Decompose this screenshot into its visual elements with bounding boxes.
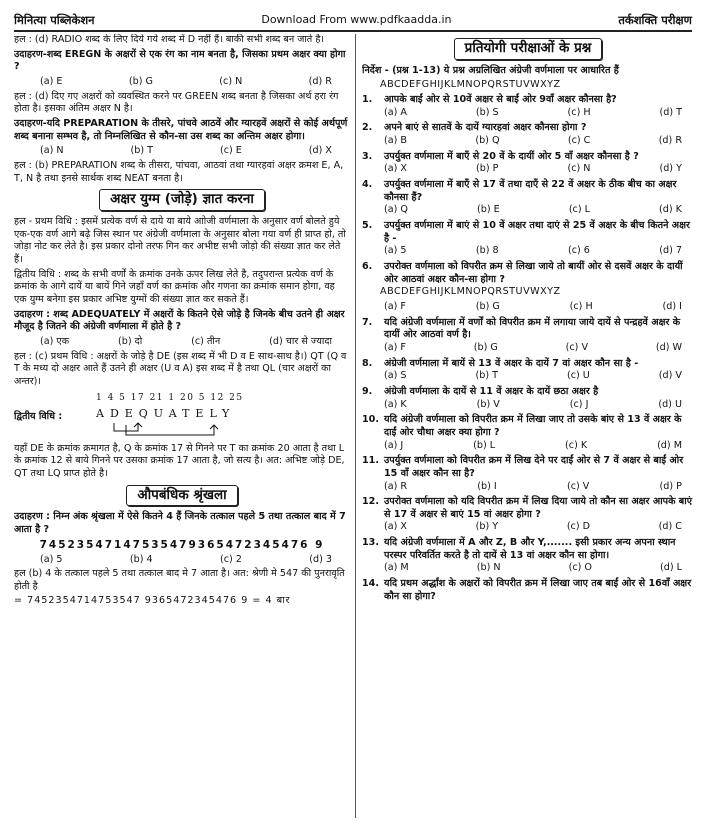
solution-text: हल : (b) PREPARATION शब्द के तीसरा, पांचवा, आठवां तथा ग्यारहवां अक्षर क्रमश E, A, T, N है तथा इनसे सार्थक शब्द NEAT बनता है। xyxy=(14,159,344,184)
option: (b) G xyxy=(128,75,153,87)
diagram-label: द्वितीय विधि : xyxy=(14,410,63,422)
diagram-numbers: 1 4 5 17 21 1 20 5 12 25 xyxy=(96,392,244,403)
option-row xyxy=(14,336,350,349)
option: (c) H xyxy=(569,300,593,312)
section-heading: प्रतियोगी परीक्षाओं के प्रश्न xyxy=(362,38,694,60)
question-text: अंग्रेजी वर्णमाला के दायें से 11 वें अक्षर के दायें छठा अक्षर है xyxy=(384,385,599,397)
solution-text: यहाँ DE के क्रमांक क्रमागत है, Q के क्रमांक 17 से गिनने पर T का क्रमांक 20 आता है तथा L के क्रमांक 12 से बाये गिनने पर उसका क्रमांक 17 आता है, जो सत्य है। अत: अभिष्ट जोड़े DE, QT तथा LQ प्राप्त होते है। xyxy=(14,442,345,479)
question-text: उपर्युक्त वर्णमाला को विपरीत क्रम में लिख देने पर दाईं ओर से 7 वें अक्षर से बाईं ओर 15 वाँ अक्षर कौन सा है? xyxy=(384,455,684,479)
option: (c) U xyxy=(566,370,590,382)
option: (b) T xyxy=(475,370,498,382)
option: (d) P xyxy=(659,480,682,492)
diagram-word: ADEQUATELY xyxy=(96,406,236,420)
option: (b) S xyxy=(475,106,499,118)
question-item xyxy=(362,261,694,286)
option: (c) K xyxy=(565,439,588,451)
option-row xyxy=(362,399,694,412)
question-item xyxy=(362,358,694,371)
option: (d) W xyxy=(655,341,682,353)
option: (d) X xyxy=(308,145,332,157)
question-number: 10. xyxy=(362,414,379,426)
question-text: अंग्रेजी वर्णमाला में बायें से 13 वें अक्षर के दायें 7 वां अक्षर कौन सा है - xyxy=(384,357,639,369)
left-column xyxy=(14,34,350,822)
option-row xyxy=(362,562,694,575)
option-row xyxy=(362,135,694,148)
question-item xyxy=(362,317,694,342)
question-item xyxy=(362,179,694,204)
option: (a) F xyxy=(384,300,406,312)
solution-text: हल : (d) दिए गए अक्षरों को व्यवस्थित करने पर GREEN शब्द बनता है जिसका अर्थ हरा रंग होता है। इसका अंतिम अक्षर N है। xyxy=(14,90,339,115)
option: (b) P xyxy=(476,163,499,175)
question-text: आपके बाईं ओर से 10वें अक्षर से बाईं ओर 9वाँ अक्षर कौनसा है? xyxy=(384,94,617,106)
question-list xyxy=(362,94,694,603)
option: (b) L xyxy=(473,439,496,451)
option: (c) 6 xyxy=(567,245,590,257)
question-text: यदि अंग्रेजी वर्णमाला में वर्णों को विपरीत क्रम में लगाया जाये दायें से पन्द्रहवें अक्षर के दायीं ओर आठवां वर्ण है। xyxy=(384,316,681,341)
question-number: 12. xyxy=(362,496,379,508)
question-text: उपर्युक्त वर्णमाला में बाएं से 10 वें अक्षर तथा दाएं से 25 वें अक्षर के बीच कितने अक्षर है - xyxy=(384,220,690,244)
question-number: 7. xyxy=(362,316,373,328)
option-row xyxy=(362,204,694,217)
solution-series: = 7452354714753547 9365472345476 9 = 4 बार xyxy=(14,595,291,607)
option-row xyxy=(362,342,694,355)
option: (c) O xyxy=(568,562,592,574)
option: (a) R xyxy=(384,480,408,492)
question-item xyxy=(362,220,694,245)
question-number: 2. xyxy=(362,122,373,134)
option: (d) V xyxy=(658,370,682,382)
solution-text: हल : (d) RADIO शब्द के लिए दिये गये शब्द में D नहीं हैं। बाकी सभी शब्द बन जाते है। xyxy=(14,34,325,45)
option: (c) तीन xyxy=(191,335,221,347)
option-row xyxy=(362,370,694,383)
option: (b) G xyxy=(473,341,498,353)
option: (a) B xyxy=(384,135,407,147)
example-question: उदाहरण : शब्द ADEQUATELY में अक्षरों के कितने ऐसे जोड़े है जिनके बीच उतने ही अक्षर मौजूद है जितने की अंग्रेजी वर्णमाला में होते है ? xyxy=(14,308,345,333)
option: (a) A xyxy=(384,106,407,118)
download-source: Download From www.pdfkaadda.in xyxy=(261,13,452,27)
page-header xyxy=(14,6,692,32)
option-row xyxy=(362,163,694,176)
option: (d) T xyxy=(659,106,682,118)
option: (a) K xyxy=(384,398,407,410)
question-number: 4. xyxy=(362,179,373,191)
option: (d) U xyxy=(658,398,682,410)
question-text: अपने बाएं से सातवें के दायें ग्यारहवां अक्षर कौनसा होगा ? xyxy=(384,122,587,134)
option-row xyxy=(362,245,694,258)
option: (b) Y xyxy=(475,521,499,533)
option: (d) 3 xyxy=(309,553,332,565)
solution-text: हल (b) 4 के तत्काल पहले 5 तथा तत्काल बाद मे 7 आता है। अत: श्रेणी मे 547 की पुनरावृति होती है xyxy=(14,568,345,592)
option: (a) S xyxy=(384,370,407,382)
option: (c) N xyxy=(219,75,243,87)
question-item xyxy=(362,386,694,399)
option-row xyxy=(362,107,694,120)
section-heading: अक्षर युग्म (जोड़े) ज्ञात करना xyxy=(14,189,350,211)
option: (a) N xyxy=(40,145,64,157)
option: (d) चार से ज्यादा xyxy=(269,335,332,347)
option: (d) M xyxy=(657,439,682,451)
option: (a) 5 xyxy=(40,553,63,565)
question-number: 6. xyxy=(362,261,373,272)
option-row xyxy=(14,554,350,567)
option: (a) X xyxy=(384,163,407,175)
method-text: हल - प्रथम विधि : इसमें प्रत्येक वर्ण से दाये या बाये आोजी वर्णमाला के अनुसार वर्ण बोलते हुये एक-एक वर्ण आगे बढ़े जिस स्थान पर अंग्रेजी वर्णमाला के अनुसार बोला गया वर्ण ही प्राप्त हो, तो जोड़ा नोट कर लेते है। इस प्रकार दोनो तरफ गिन कर अभीष्ट सभी जोड़ो की संख्या ज्ञात कर लेते हैं। xyxy=(14,216,346,265)
option: (b) V xyxy=(476,398,500,410)
column-divider xyxy=(355,34,356,818)
option: (b) 4 xyxy=(129,553,153,565)
alphabet-line: ABCDEFGHIJKLMNOPQRSTUVWXYZ xyxy=(380,79,561,91)
option: (b) N xyxy=(476,562,501,574)
question-item xyxy=(362,455,694,480)
question-text: यदि अंग्रेजी वर्णमाला में A और Z, B और Y,....... इसी प्रकार अन्य अपना स्थान परस्पर परिवर्तित करते है तो दायें से 13 वां अक्षर कौन सा होगा। xyxy=(384,537,676,561)
number-series: 74523547147535479365472345476 9 xyxy=(39,538,325,551)
option: (b) E xyxy=(477,204,500,216)
option-row xyxy=(362,521,694,534)
option: (d) R xyxy=(308,75,332,87)
question-item xyxy=(362,414,694,439)
right-column xyxy=(362,34,694,822)
letter-position-diagram xyxy=(14,391,350,441)
option: (c) 2 xyxy=(219,553,242,565)
question-item xyxy=(362,537,694,562)
question-text: यदि अंग्रेजी वर्णमाला को विपरीत क्रम में लिखा जाए तो उसके बांए से 13 वें अक्षर के दाईं ओर चौथा अक्षर क्या होगा ? xyxy=(384,414,682,438)
section-heading: औपबंधिक श्रृंखला xyxy=(14,485,350,507)
solution-text: हल : (c) प्रथम विधि : अक्षरों के जोड़े है DE (इस शब्द में भी D व E साथ-साथ है।) QT (Q व T के मध्य दो अक्षर आते हैं उतने ही अक्षर (U व A) इस शब्द में है तथा QL (चार अक्षरों का अन्तर)। xyxy=(14,350,347,387)
question-text: उपर्युक्त वर्णमाला में बाएँ से 20 वें के दायीं ओर 5 वाँ अक्षर कौनसा है ? xyxy=(384,150,639,162)
option: (a) एक xyxy=(40,335,70,347)
publisher-name: मिनित्या पब्लिकेशन xyxy=(14,12,95,27)
option: (b) T xyxy=(130,145,154,157)
option: (a) Q xyxy=(384,204,408,216)
pair-arrows-icon xyxy=(94,421,284,439)
option: (b) Q xyxy=(475,135,500,147)
question-number: 1. xyxy=(362,94,373,106)
question-text: उपरोक्त वर्णमाला को यदि विपरीत क्रम में लिख दिया जाये तो कौन सा अक्षर आपके बाएं से 17 वें अक्षर से बाएं 15 वां अक्षर होगा ? xyxy=(384,496,693,520)
option: (b) 8 xyxy=(475,245,499,257)
example-question: उदाहरण-शब्द EREGN के अक्षरों से एक रंग का नाम बनता है, जिसका प्रथम अक्षर क्या होगा ? xyxy=(14,48,346,73)
option: (c) N xyxy=(567,163,591,175)
question-number: 3. xyxy=(362,150,373,162)
chapter-title: तर्कशक्ति परीक्षण xyxy=(618,12,692,27)
question-number: 13. xyxy=(362,537,379,549)
option: (d) R xyxy=(658,135,682,147)
option: (c) L xyxy=(568,204,590,216)
question-item xyxy=(362,94,694,107)
question-number: 8. xyxy=(362,357,373,369)
question-item xyxy=(362,151,694,164)
option: (d) C xyxy=(658,521,682,533)
option: (d) I xyxy=(662,300,682,312)
option: (a) E xyxy=(40,75,63,87)
option: (c) V xyxy=(565,341,589,353)
alphabet-line: ABCDEFGHIJKLMNOPQRSTUVWXYZ xyxy=(380,286,561,298)
option: (b) G xyxy=(475,300,500,312)
question-item xyxy=(362,122,694,135)
option: (d) 7 xyxy=(659,245,682,257)
option-row xyxy=(14,145,350,158)
option: (d) Y xyxy=(659,163,682,175)
option: (c) H xyxy=(567,106,591,118)
question-text: यदि प्रथम अर्द्धांश के अक्षरों को विपरीत क्रम में लिखा जाए तब बाईं ओर से 16वाँ अक्षर कौन सा होगा? xyxy=(384,578,692,602)
option-row xyxy=(362,440,694,453)
question-number: 14. xyxy=(362,578,379,590)
question-item xyxy=(362,578,694,603)
option: (c) V xyxy=(566,480,590,492)
option: (c) E xyxy=(219,145,242,157)
option: (c) D xyxy=(566,521,591,533)
method-text: द्वितीय विधि : शब्द के सभी वर्णों के क्रमांक उनके ऊपर लिख लेते है, तदुपरान्त प्रत्येक वर्ण के क्रमांक के आगे दायें या बायें गिने जहाँ वर्ण का क्रमांक और गणना का क्रमांक समान होगा, वह एक युग्म बनेगा इस प्रकार अभिष्ट युग्मों की संख्या ज्ञात कर सकते हैं। xyxy=(14,268,335,305)
option-row xyxy=(362,481,694,494)
option: (d) L xyxy=(659,562,682,574)
option: (a) M xyxy=(384,562,409,574)
question-number: 5. xyxy=(362,220,373,232)
question-item xyxy=(362,496,694,521)
example-question: उदाहरण-यदि PREPARATION के तीसरे, पांचवे आठवें और ग्यारहवें अक्षरों से कोई अर्थपूर्ण शब्द बनाना सम्भव है, तो निम्नलिखित से कौन-सा उस शब्द का अन्तिम अक्षर होगा। xyxy=(14,117,348,142)
example-question: उदाहरण : निम्न अंक श्रृंखला में ऐसे कितने 4 हैं जिनके तत्काल पहले 5 तथा तत्काल बाद में 7 आता है ? xyxy=(14,511,346,535)
option: (a) X xyxy=(384,521,407,533)
instructions: निर्देश - (प्रश्न 1-13) ये प्रश्न अग्रलिखित अंग्रेजी वर्णमाला पर आधारित हैं xyxy=(362,64,619,76)
option: (a) J xyxy=(384,439,404,451)
option-row xyxy=(362,301,694,314)
option: (c) J xyxy=(569,398,589,410)
question-number: 9. xyxy=(362,385,373,397)
option: (a) 5 xyxy=(384,245,407,257)
option: (b) I xyxy=(477,480,497,492)
option: (b) दो xyxy=(118,335,143,347)
question-number: 11. xyxy=(362,455,379,467)
option: (c) C xyxy=(567,135,591,147)
option: (a) F xyxy=(384,341,406,353)
option: (d) K xyxy=(659,204,682,216)
question-text: उपर्युक्त वर्णमाला में बाएँ से 17 वें तथा दाएँ से 22 वें अक्षर के ठीक बीच का अक्षर कौनसा हैं? xyxy=(384,179,677,203)
option-row xyxy=(14,76,350,89)
question-text: उपरोक्त वर्णमाला को विपरीत क्रम से लिखा जाये तो बायीं ओर से दसवें अक्षर के दायीं ओर आठवां अक्षर कौन-सा होगा ? xyxy=(384,261,683,285)
